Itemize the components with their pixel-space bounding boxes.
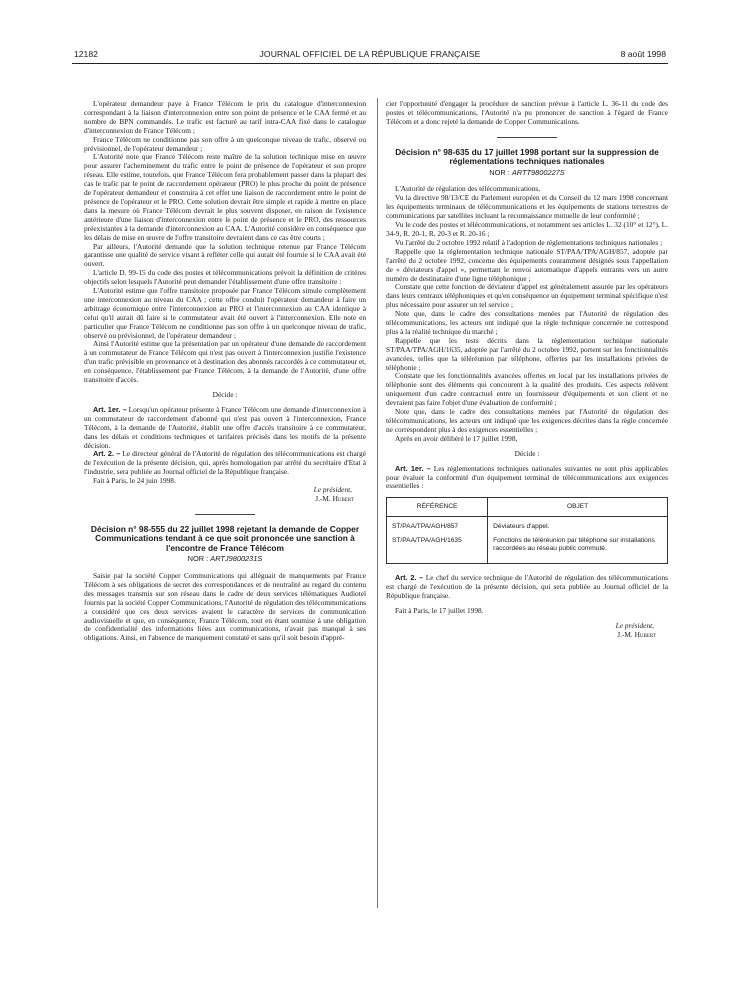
- article-label: Art. 2. –: [395, 573, 424, 583]
- done-at: Fait à Paris, le 17 juillet 1998.: [395, 606, 484, 616]
- paragraph: Après en avoir délibéré le 17 juillet 1998,: [395, 433, 518, 443]
- left-column: [84, 100, 366, 643]
- decide-heading: Décide :: [514, 448, 540, 458]
- table-row: [387, 517, 668, 535]
- signature-name: J.-M. Hubert: [617, 629, 656, 639]
- paragraph: Constate que cette fonction de déviateur d'appel est généralement assurée par les opérateurs dans leurs centraux téléphoniques et qu'en conséquence un équipement terminal spécifique n'est plus nécessaire pour assurer un tel service ;: [386, 282, 668, 310]
- decide-heading: Décide :: [212, 390, 238, 399]
- paragraph: Note que, dans le cadre des consultations menées par l'Autorité de régulation des télécommunications, les acteurs ont indiqué que les exigences décrites dans la règle concernée ne correspondent plus à des exigences essentielles ;: [386, 407, 668, 434]
- paragraph: L'opérateur demandeur paye à France Télécom le prix du catalogue d'interconnexion correspondant à la liaison d'interconnexion entre son point de présence et le CAA fermé et au nombre de BPN commandés. Le trafic est facturé au tarif intra-CAA fixé dans le catalogue d'interconnexion de France Télécom ;: [84, 99, 366, 135]
- paragraph: Vu l'arrêté du 2 octobre 1992 relatif à l'adoption de réglementations techniques nationales ;: [395, 237, 663, 247]
- paragraph: Ainsi l'Autorité estime que la présentation par un opérateur d'une demande de raccordement à un commutateur de France Télécom qui n'est pas ouvert à l'interconnexion justifie l'existence d'un trafic prévisible en provenance et à destination des abonnés raccordés à ce commutateur et, en conséquence, l'établissement par France Télécom, à la demande de l'Autorité, d'une offre transitoire d'accès.: [84, 339, 366, 385]
- article-label: Art. 1er. –: [93, 404, 127, 414]
- regulations-table: [386, 497, 668, 564]
- paragraph: L'Autorité estime que l'offre transitoire proposée par France Télécom simule complètement une interconnexion au niveau du CAA ; cette offre conduit l'opérateur demandeur à faire un arbitrage économique entre l'interconnexion au PRO et l'interconnexion au CAA identique à celui qu'il aurait dû faire si le commutateur avait été ouvert à l'interconnexion. Elle note en particulier que France Télécom ne conditionne pas son offre à un quelconque niveau de trafic, observé ou prévisionnel, de l'opérateur demandeur ;: [84, 286, 366, 340]
- table-row: [387, 534, 668, 564]
- section-separator: [195, 514, 255, 515]
- done-at: Fait à Paris, le 24 juin 1998.: [93, 476, 176, 486]
- paragraph: Rappelle que la réglementation technique nationale ST/PAA/TPA/AGH/857, adoptée par l'arrêté du 2 octobre 1992, concerne des équipements couramment désignés sous l'appellation de « déviateurs d'appel », permettant le renvoi automatique d'appels entrants vers un autre numéro de destinataire d'une ligne téléphonique ;: [386, 246, 668, 283]
- paragraph: Vu la directive 98/13/CE du Parlement européen et du Conseil du 12 mars 1998 concernant les équipements terminaux de télécommunications et les équipements de stations terrestres de communications par satellites incluant la reconnaissance mutuelle de leur conformité ;: [386, 193, 668, 221]
- table-header: OBJET: [488, 498, 668, 517]
- paragraph: Vu le code des postes et télécommunications, et notamment ses articles L. 32 (10° et 12°), L. 34-9, R. 20-1, R. 20-3 et R. 20-16 ;: [386, 220, 668, 238]
- article-2: Art. 2. – Le chef du service technique de l'Autorité de régulation des télécommunications est chargé de l'exécution de la présente décision, qui sera publiée au Journal officiel de la République française.: [386, 573, 668, 601]
- right-column: [386, 100, 668, 640]
- table-cell: Fonctions de téléréunion par téléphone sur installations raccordées au réseau public commuté.: [493, 537, 655, 553]
- paragraph: France Télécom ne conditionne pas son offre à un quelconque niveau de trafic, observé ou prévisionnel, de l'opérateur demandeur ;: [84, 134, 366, 153]
- paragraph: Note que, dans le cadre des consultations menées par l'Autorité de régulation des télécommunications, les acteurs ont indiqué que la règle technique concernée ne correspond plus à la réalité technique du marché ;: [386, 309, 668, 336]
- paragraph: L'Autorité de régulation des télécommunications,: [395, 184, 541, 194]
- journal-title: JOURNAL OFFICIEL DE LA RÉPUBLIQUE FRANÇAISE: [259, 49, 481, 59]
- column-divider: [377, 98, 378, 908]
- table-cell: ST/PAA/TPA/AGH/857: [387, 517, 488, 535]
- article-1: Art. 1er. – Les réglementations techniques nationales suivantes ne sont plus applicables pour évaluer la conformité d'un équipement terminal de télécommunications aux exigences essentielles :: [386, 463, 668, 491]
- signature-name: J.-M. Hubert: [315, 493, 354, 503]
- decision-title: Décision n° 98-555 du 22 juillet 1998 rejetant la demande de Copper Communications tendant à ce que soit prononcée une sanction à l'encontre de France Télécom: [90, 523, 360, 553]
- paragraph: cier l'opportunité d'engager la procédure de sanction prévue à l'article L. 36-11 du code des postes et télécommunications, l'Autorité n'a pu prononcer de sanction à l'égard de France Télécom et a donc rejeté la demande de Copper Communications.: [386, 99, 668, 126]
- paragraph: L'article D. 99-15 du code des postes et télécommunications prévoit la définition de critères objectifs selon lesquels l'Autorité peut demander l'établissement d'une offre transitoire :: [84, 268, 366, 287]
- article-label: Art. 1er. –: [395, 463, 431, 473]
- page-number: 12182: [74, 49, 98, 59]
- paragraph: Saisie par la société Copper Communications qui alléguait de manquements par France Télécom à ses obligations de secret des correspondances et de neutralité au regard du contenu des messages transmis sur son réseau dans le cadre de deux services télématiques Audiotel fournis par la société Copper Communications, l'Autorité de régulation des télécommunications a considéré que ces deux services avaient le caractère de services de communication audiovisuelle et que, en conséquence, France Télécom, tout en étant soumise à une obligation de confidentialité des informations liées aux communications, n'avait pas manqué à ses obligations. Ainsi, en l'absence de manquement constaté et sans qu'il soit besoin d'appré-: [84, 571, 366, 643]
- article-2: Art. 2. – Le directeur général de l'Autorité de régulation des télécommunications est chargé de l'exécution de la présente décision, qui, après homologation par arrêté du secrétaire d'Etat à l'industrie, sera publiée au Journal officiel de la République française.: [84, 449, 366, 477]
- paragraph: Constate que les fonctionnalités avancées offertes en local par les installations privées de téléphonie sont des éléments qui concourent à la qualité des produits. Ces aspects relèvent uniquement d'un cadre contractuel entre un fournisseur d'équipements et son client et ne devraient pas faire l'objet d'une évaluation de conformité ;: [386, 371, 668, 408]
- page-header: [72, 47, 668, 64]
- nor-reference: NOR : ARTJ9800231S: [187, 554, 263, 564]
- signature-title: Le président,: [313, 485, 352, 495]
- table-header: RÉFÉRENCE: [387, 498, 488, 517]
- paragraph: Par ailleurs, l'Autorité demande que la solution technique retenue par France Télécom garantisse une qualité de service visant à refléter celle qui aurait été fournie si le CAA avait été ouvert.: [84, 241, 366, 269]
- article-1: Art. 1er. – Lorsqu'un opérateur présente à France Télécom une demande d'interconnexion à un commutateur de raccordement d'abonné qui n'est pas ouvert à l'interconnexion, France Télécom, à la demande de l'Autorité, établit une offre d'accès transitoire à ce commutateur, dans les délais et conditions techniques et tarifaires précisés dans les motifs de la présente décision.: [84, 404, 366, 450]
- section-separator: [497, 137, 557, 138]
- paragraph: Rappelle que les tests décrits dans la réglementation technique nationale ST/PAA/TPA/AGH/1635, adoptée par l'arrêté du 2 octobre 1992, portent sur les fonctionnalités avancées, telles que la téléréunion par téléphone, offertes par les installations privées de téléphonie ;: [386, 335, 668, 372]
- nor-reference: NOR : ARTT9800227S: [489, 167, 565, 177]
- table-cell: ST/PAA/TPA/AGH/1635: [387, 534, 488, 564]
- signature-title: Le président,: [615, 620, 654, 630]
- table-cell: Déviateurs d'appel.: [493, 523, 550, 531]
- issue-date: 8 août 1998: [620, 49, 666, 59]
- decision-title: Décision n° 98-635 du 17 juillet 1998 portant sur la suppression de réglementations techniques nationales: [395, 146, 659, 167]
- paragraph: L'Autorité note que France Télécom reste maître de la solution technique mise en œuvre pour assurer l'acheminement du trafic entre le point de présence de l'opérateur et son propre réseau. Elle estime, toutefois, que France Télécom fera probablement passer dans la plupart des cas le trafic par le point de raccordement opérateur (PRO) le plus proche du point de présence de l'opérateur demandeur et construira à cet effet une liaison de raccordement entre le point de présence de l'opérateur et le PRO. Cette solution devrait être simple et rapide à mettre en place dans la mesure où France Télécom devrait le plus souvent disposer, en raison de l'existence antérieure d'une liaison d'interconnexion entre le point de présence et le PRO, des ressources préexistantes à la demande d'interconnexion au CAA. L'Autorité considère en conséquence que les délais de mise en œuvre de l'offre transitoire devraient dans ce cas être courts ;: [84, 152, 366, 242]
- article-label: Art. 2. –: [93, 449, 121, 459]
